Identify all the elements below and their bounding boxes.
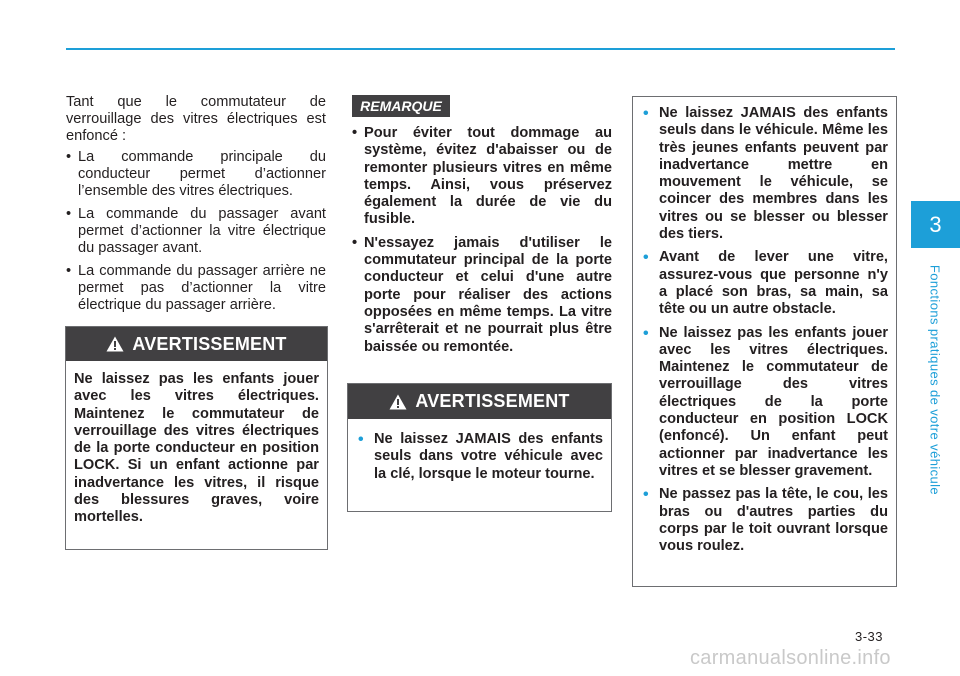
warning-box-continued [632,96,897,587]
list-item: • Ne laissez JAMAIS des enfants seuls dans votre véhicule avec la clé, lorsque le moteur tourne. [358,431,603,483]
warning-text: Ne laissez pas les enfants jouer avec les vitres électriques. Maintenez le commutateur de verrouillage des vitres électriques de la porte conducteur en position LOCK. Si un enfant actionne par inadvertance les vitres, il risque des blessures graves, voire mortelles. [74,371,319,526]
remarque-list [350,125,612,356]
top-rule [66,48,895,50]
warning-header [66,327,327,361]
list-item: • Ne laissez JAMAIS des enfants seuls dans le véhicule. Même les très jeunes enfants peuvent par inadvertance mettre en mouvement le véhicule, se coincer des membres dans les vitres ou se blesser ou blesser des tiers. [643,105,888,243]
list-item: • N'essayez jamais d'utiliser le commutateur principal de la porte conducteur et celui d'une autre porte pour réaliser des actions opposées en même temps. La vitre s'arrêterait et ne pourrait plus être baissée ou remontée. [350,235,612,356]
intro-column [66,94,326,320]
page-number: 3-33 [855,629,884,644]
chapter-tab: 3 [911,201,960,248]
remarque-column [350,125,612,362]
chapter-title: Fonctions pratiques de votre véhicule [927,264,943,496]
intro-text: Tant que le commutateur de verrouillage des vitres électriques est enfoncé : [66,94,326,144]
list-item: • La commande du passager arrière ne permet pas d’actionner la vitre électrique du passager arrière. [66,263,326,314]
warning-box-children-windows [65,326,328,550]
list-item: • La commande principale du conducteur permet d’actionner l’ensemble des vitres électriques. [66,149,326,200]
list-item: • Ne laissez pas les enfants jouer avec les vitres électriques. Maintenez le commutateur de verrouillage des vitres électriques de la porte conducteur en position LOCK (enfoncé). Un enfant peut actionner par inadvertance les vitres et se blesser gravement. [643,325,888,481]
warning-header [348,384,611,419]
warning-box-key-engine [347,383,612,512]
list-item: • Avant de lever une vitre, assurez-vous que personne n'y a placé son bras, sa main, sa tête ou un autre obstacle. [643,249,888,318]
warning-list [348,419,611,483]
watermark: carmanualsonline.info [690,647,891,669]
warning-triangle-icon [389,394,407,410]
list-item: • La commande du passager avant permet d’actionner la vitre électrique du passager avant. [66,206,326,257]
warning-list [633,97,896,555]
warning-title: AVERTISSEMENT [415,391,570,411]
intro-bullet-list [66,149,326,314]
warning-title: AVERTISSEMENT [132,333,287,354]
remarque-badge: REMARQUE [352,95,450,117]
warning-triangle-icon [106,336,124,352]
list-item: • Ne passez pas la tête, le cou, les bras ou d'autres parties du corps par le toit ouvrant lorsque vous roulez. [643,486,888,555]
list-item: • Pour éviter tout dommage au système, évitez d'abaisser ou de remonter plusieurs vitres en même temps. Ainsi, vous préservez également la durée de vie du fusible. [350,125,612,229]
